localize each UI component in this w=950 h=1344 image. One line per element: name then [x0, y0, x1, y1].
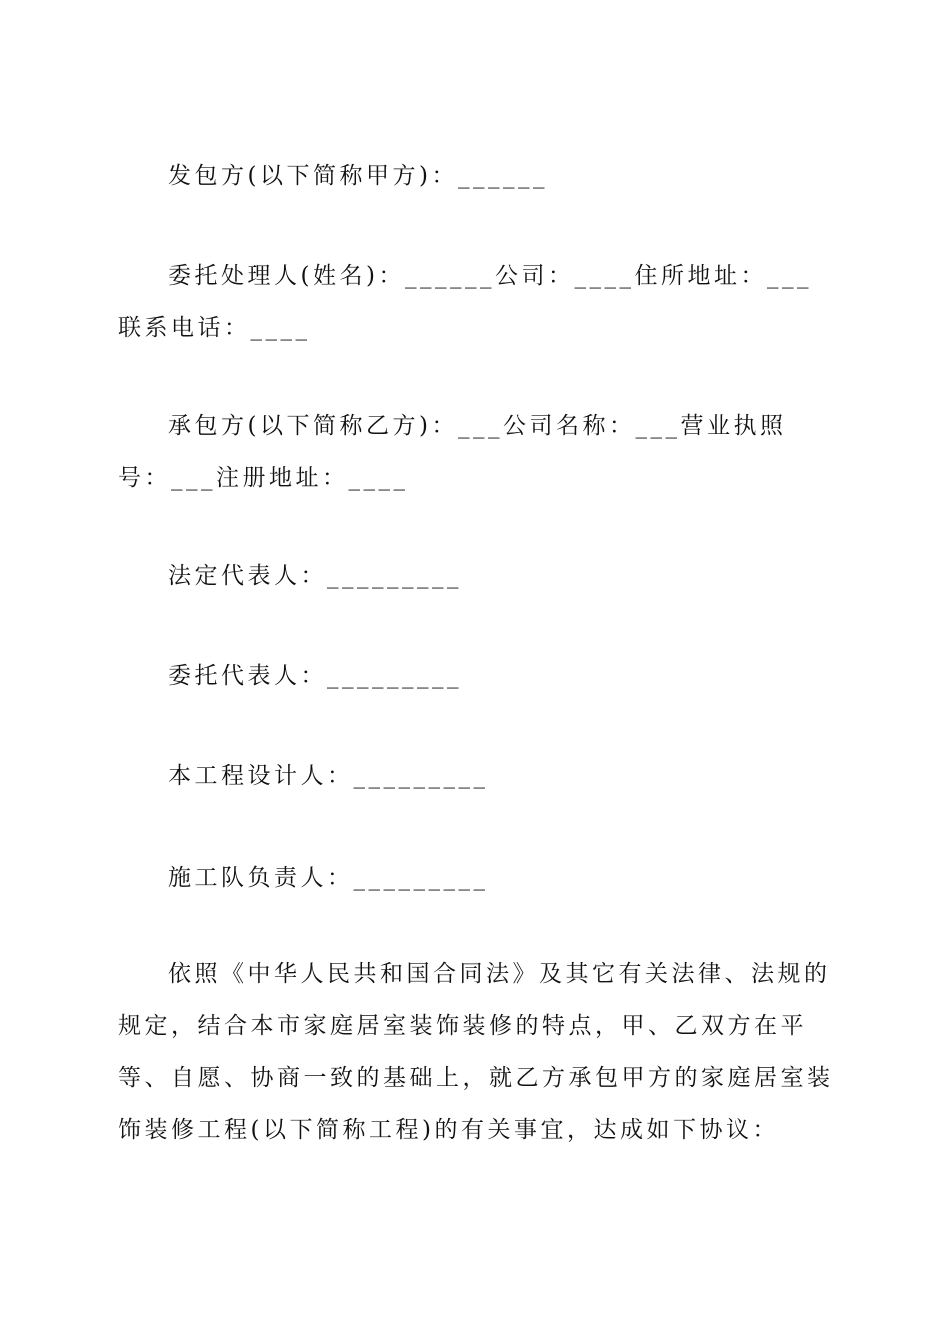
- employer-party-line: 发包方(以下简称甲方)：______: [168, 163, 548, 189]
- construction-team-lead-line: 施工队负责人：_________: [168, 865, 489, 891]
- contractor-party-line: 承包方(以下简称乙方)：___公司名称：___营业执照号：___注册地址：____: [118, 413, 787, 491]
- authorized-representative-line: 委托代表人：_________: [168, 663, 462, 689]
- legal-representative-line: 法定代表人：_________: [168, 563, 462, 589]
- agreement-preamble-paragraph: 依照《中华人民共和国合同法》及其它有关法律、法规的规定，结合本市家庭居室装饰装修的特点，甲、乙双方在平等、自愿、协商一致的基础上，就乙方承包甲方的家庭居室装饰装修工程(以下简称工程)的有关事宜，达成如下协议：: [118, 961, 834, 1143]
- entrusted-agent-line: 委托处理人(姓名)：______公司：____住所地址：___联系电话：____: [118, 263, 812, 341]
- project-designer-line: 本工程设计人：_________: [168, 763, 489, 789]
